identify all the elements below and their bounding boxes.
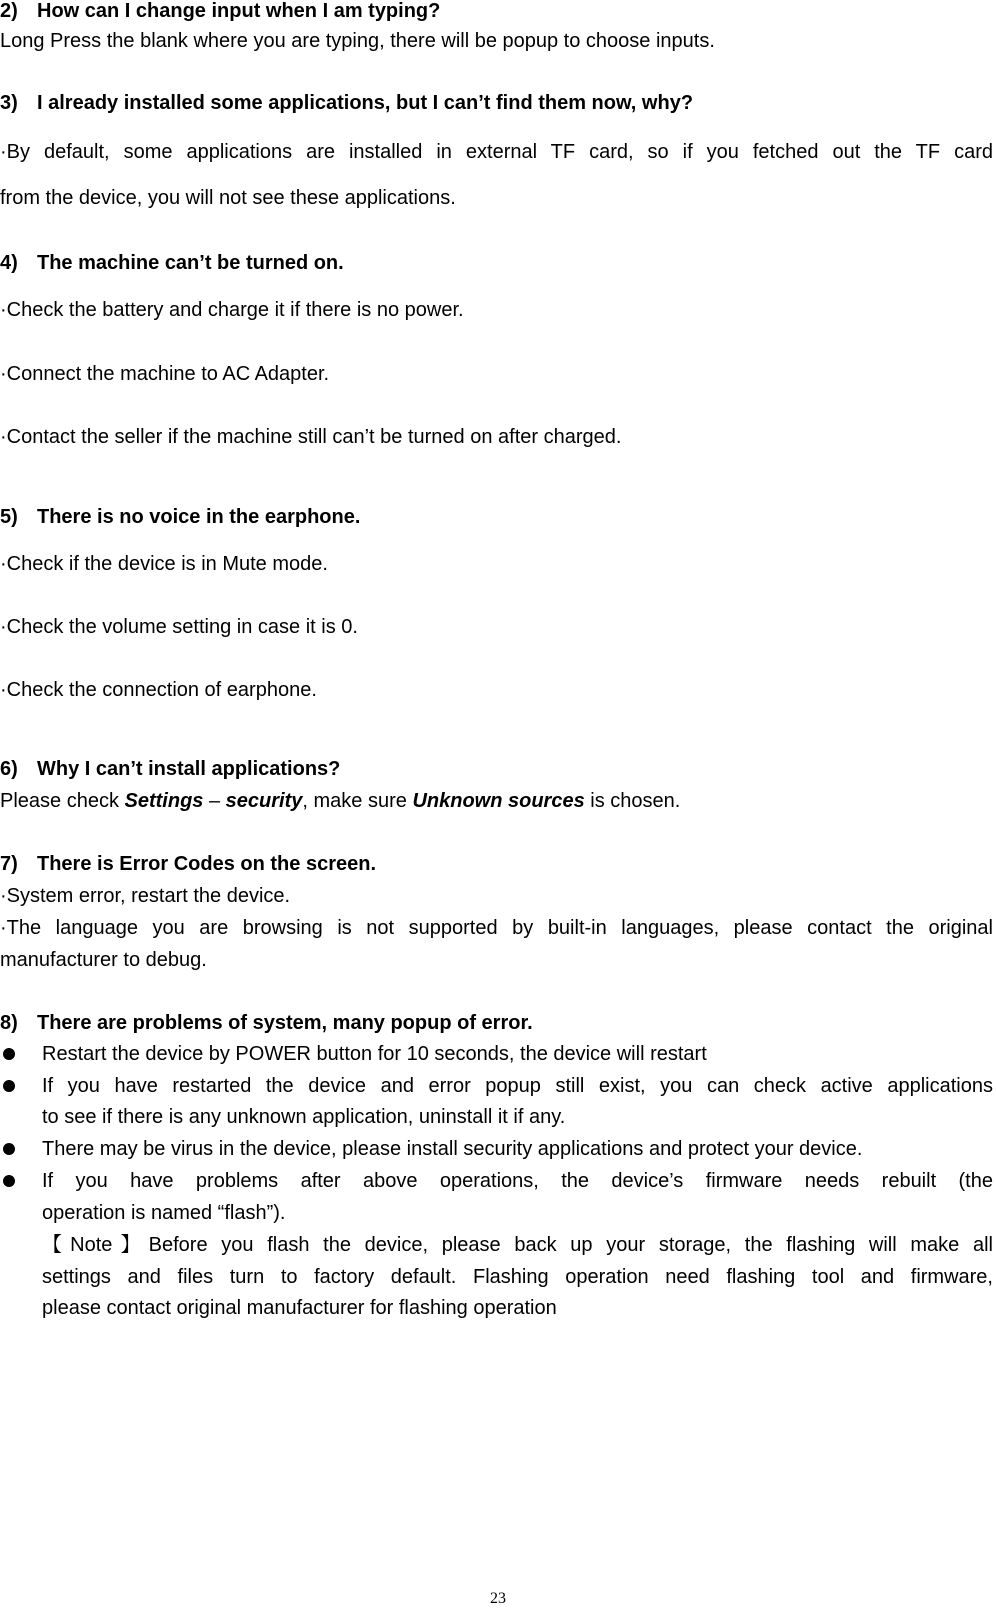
answer-line: ·By default, some applications are installed in external TF card, so if you fetched out the TF card: [0, 141, 993, 163]
note-text: 【Note】Before you flash the device, please back up your storage, the flashing will make all: [42, 1234, 993, 1256]
answer-line: ·Check the connection of earphone.: [0, 679, 317, 701]
question-number: 3): [0, 92, 18, 114]
question-number: 5): [0, 506, 18, 528]
answer-line: Long Press the blank where you are typing, there will be popup to choose inputs.: [0, 30, 715, 52]
answer-line: manufacturer to debug.: [0, 949, 207, 971]
bullet-item-text: Restart the device by POWER button for 10 seconds, the device will restart: [42, 1043, 707, 1065]
answer-line: ·Check if the device is in Mute mode.: [0, 553, 328, 575]
answer-line: ·The language you are browsing is not supported by built-in languages, please contact the original: [0, 917, 993, 939]
question-6-heading: [0, 755, 340, 783]
security-term: security: [225, 790, 303, 812]
answer-line: ·Check the volume setting in case it is 0.: [0, 616, 358, 638]
answer-line: ·Contact the seller if the machine still can’t be turned on after charged.: [0, 426, 622, 448]
note-text: settings and files turn to factory default. Flashing operation need flashing tool and firmware,: [42, 1266, 993, 1288]
answer-text: Please check: [0, 790, 125, 812]
answer-line: ·Check the battery and charge it if there is no power.: [0, 299, 464, 321]
question-number: 8): [0, 1012, 18, 1034]
question-title: Why I can’t install applications?: [37, 758, 341, 780]
question-number: 4): [0, 252, 18, 274]
answer-text: is chosen.: [584, 790, 681, 812]
bullet-icon: [3, 1080, 15, 1092]
question-2-heading: [0, 0, 440, 25]
question-title: How can I change input when I am typing?: [37, 0, 441, 22]
question-4-heading: [0, 249, 344, 277]
bullet-item-text: operation is named “flash”).: [42, 1202, 286, 1224]
answer-line: ·Connect the machine to AC Adapter.: [0, 363, 330, 385]
bullet-icon: [3, 1048, 15, 1060]
question-8-heading: [0, 1009, 533, 1037]
bullet-item-text: to see if there is any unknown application, uninstall it if any.: [42, 1106, 566, 1128]
bullet-item-text: If you have restarted the device and error popup still exist, you can check active applications: [42, 1075, 993, 1097]
answer-line: from the device, you will not see these applications.: [0, 187, 456, 209]
question-number: 2): [0, 0, 18, 22]
page-number: 23: [490, 1590, 506, 1607]
question-number: 6): [0, 758, 18, 780]
answer-line: [0, 787, 680, 815]
note-text: please contact original manufacturer for flashing operation: [42, 1297, 557, 1319]
unknown-sources-term: Unknown sources: [412, 790, 585, 812]
answer-text: –: [203, 790, 226, 812]
answer-text: , make sure: [302, 790, 413, 812]
bullet-item-text: If you have problems after above operations, the device’s firmware needs rebuilt (the: [42, 1170, 993, 1192]
bullet-icon: [3, 1143, 15, 1155]
settings-term: Settings: [124, 790, 204, 812]
question-title: The machine can’t be turned on.: [37, 252, 344, 274]
answer-line: ·System error, restart the device.: [0, 885, 291, 907]
question-3-heading: [0, 89, 693, 117]
question-7-heading: [0, 850, 376, 878]
question-title: There is no voice in the earphone.: [37, 506, 361, 528]
question-title: There is Error Codes on the screen.: [37, 853, 376, 875]
question-title: There are problems of system, many popup of error.: [37, 1012, 533, 1034]
bullet-item-text: There may be virus in the device, please install security applications and protect your device.: [42, 1138, 863, 1160]
question-5-heading: [0, 503, 360, 531]
question-title: I already installed some applications, but I can’t find them now, why?: [37, 92, 694, 114]
question-number: 7): [0, 853, 18, 875]
bullet-icon: [3, 1175, 15, 1187]
